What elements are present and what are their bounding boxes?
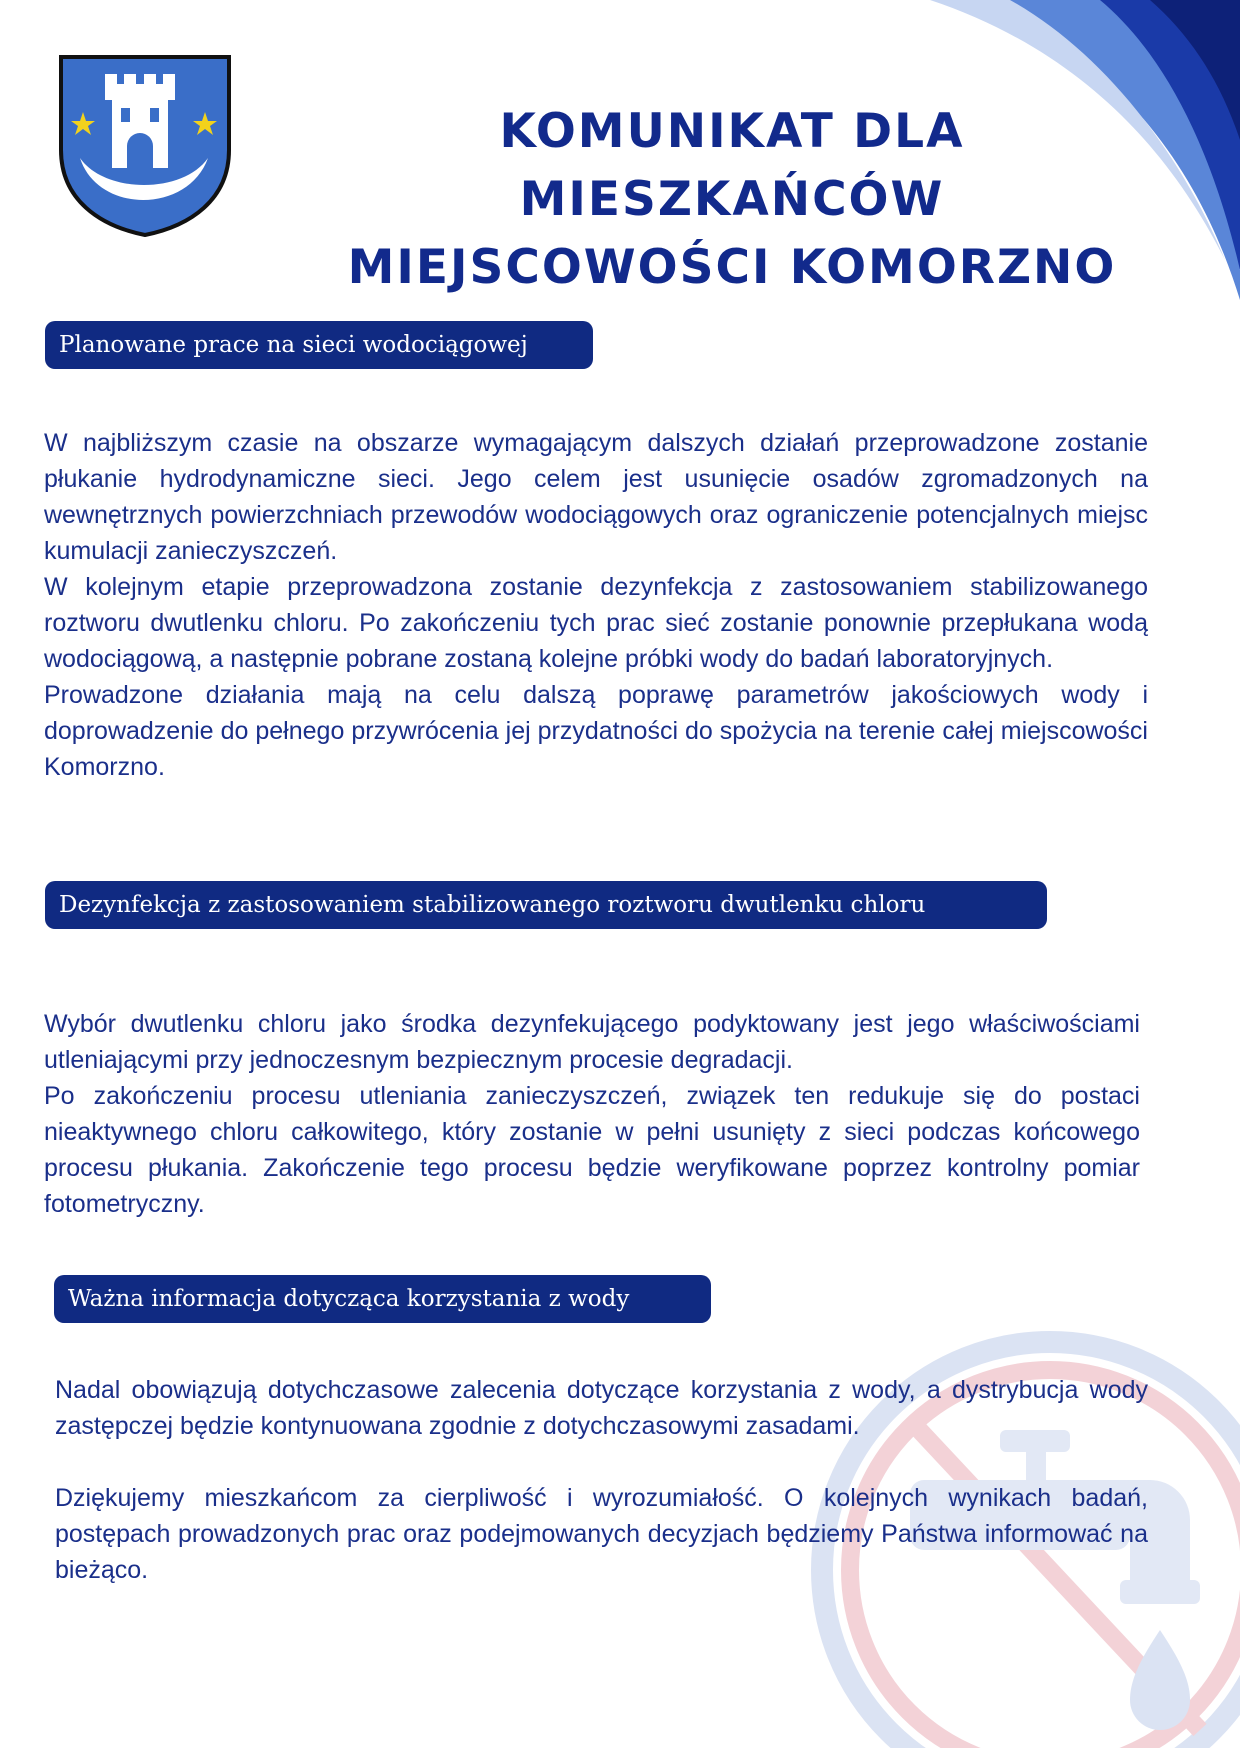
crest-icon <box>58 54 232 238</box>
section-body-disinfection <box>44 1006 1140 1222</box>
paragraph: Nadal obowiązują dotychczasowe zalecenia dotyczące korzystania z wody, a dystrybucja wody zastępczej będzie kontynuowana zgodnie z dotychczasowymi zasadami. <box>55 1376 1148 1440</box>
page-title <box>282 98 1182 302</box>
paragraph: W najbliższym czasie na obszarze wymagającym dalszych działań przeprowadzone zostanie płukanie hydrodynamiczne sieci. Jego celem jest usunięcie osadów zgromadzonych na wewnętrznych powierzchniach przewodów wodociągowych oraz ograniczenie potencjalnych miejsc kumulacji zanieczyszczeń. <box>44 429 1148 565</box>
page-title-line1: KOMUNIKAT DLA MIESZKAŃCÓW <box>499 104 965 227</box>
paragraph: Prowadzone działania mają na celu dalszą poprawę parametrów jakościowych wody i doprowadzenie do pełnego przywrócenia jej przydatności do spożycia na terenie całej miejscowości Komorzno. <box>44 681 1148 781</box>
paragraph: Wybór dwutlenku chloru jako środka dezynfekującego podyktowany jest jego właściwościami utleniającymi przy jednoczesnym bezpiecznym procesie degradacji. <box>44 1010 1140 1074</box>
section-heading-water-use: Ważna informacja dotycząca korzystania z wody <box>54 1275 711 1323</box>
water-drop-icon <box>1130 1630 1190 1730</box>
page-title-line2: MIEJSCOWOŚCI KOMORZNO <box>347 240 1117 295</box>
section-body-water-use <box>55 1372 1148 1588</box>
paragraph: W kolejnym etapie przeprowadzona zostanie dezynfekcja z zastosowaniem stabilizowanego roztworu dwutlenku chloru. Po zakończeniu tych prac sieć zostanie ponownie przepłukana wodą wodociągową, a następnie pobrane zostaną kolejne próbki wody do badań laboratoryjnych. <box>44 573 1148 673</box>
paragraph: Dziękujemy mieszkańcom za cierpliwość i wyrozumiałość. O kolejnych wynikach badań, postępach prowadzonych prac oraz podejmowanych decyzjach będziemy Państwa informować na bieżąco. <box>55 1484 1148 1584</box>
section-body-planned-works <box>44 425 1148 785</box>
section-heading-disinfection: Dezynfekcja z zastosowaniem stabilizowanego roztworu dwutlenku chloru <box>45 881 1047 929</box>
paragraph: Po zakończeniu procesu utleniania zanieczyszczeń, związek ten redukuje się do postaci nieaktywnego chloru całkowitego, który zostanie w pełni usunięty z sieci podczas końcowego procesu płukania. Zakończenie tego procesu będzie weryfikowane poprzez kontrolny pomiar fotometryczny. <box>44 1082 1140 1218</box>
section-heading-planned-works: Planowane prace na sieci wodociągowej <box>45 321 593 369</box>
